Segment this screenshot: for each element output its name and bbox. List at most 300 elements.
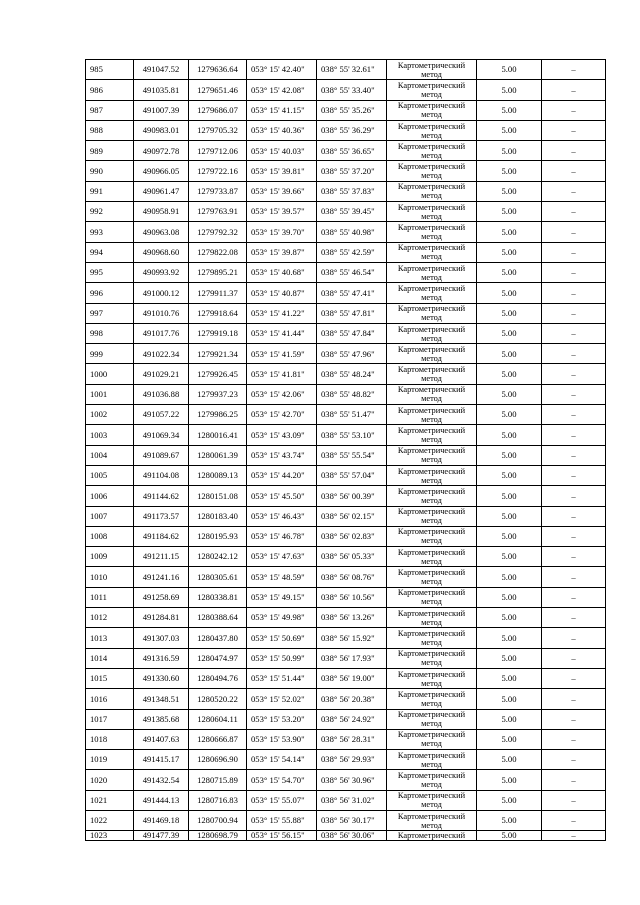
coord-y-cell: 1280716.83 [189, 790, 247, 810]
accuracy-cell: 5.00 [477, 181, 542, 201]
point-number-cell: 1015 [86, 668, 134, 688]
table-row [86, 526, 606, 546]
longitude-cell: 038° 55' 57.04" [317, 465, 387, 485]
table-row [86, 668, 606, 688]
coord-y-cell: 1279651.46 [189, 80, 247, 100]
latitude-cell: 053° 15' 40.68" [247, 262, 317, 282]
longitude-cell: 038° 55' 47.81" [317, 303, 387, 323]
longitude-cell: 038° 55' 32.61" [317, 60, 387, 80]
method-cell: Картометрический метод [387, 100, 477, 120]
coord-x-cell: 491104.08 [134, 465, 189, 485]
table-row [86, 141, 606, 161]
coord-y-cell: 1280183.40 [189, 506, 247, 526]
method-cell: Картометрический метод [387, 344, 477, 364]
accuracy-cell: 5.00 [477, 242, 542, 262]
latitude-cell: 053° 15' 56.15" [247, 831, 317, 841]
description-cell: – [542, 486, 606, 506]
point-number-cell: 988 [86, 120, 134, 140]
coord-y-cell: 1279733.87 [189, 181, 247, 201]
accuracy-cell: 5.00 [477, 486, 542, 506]
method-cell: Картометрический метод [387, 790, 477, 810]
coord-x-cell: 491307.03 [134, 628, 189, 648]
longitude-cell: 038° 56' 15.92" [317, 628, 387, 648]
coord-x-cell: 491184.62 [134, 526, 189, 546]
accuracy-cell: 5.00 [477, 445, 542, 465]
table-row [86, 202, 606, 222]
method-cell: Картометрический метод [387, 668, 477, 688]
method-cell: Картометрический метод [387, 425, 477, 445]
longitude-cell: 038° 55' 37.20" [317, 161, 387, 181]
accuracy-cell: 5.00 [477, 344, 542, 364]
accuracy-cell: 5.00 [477, 689, 542, 709]
point-number-cell: 995 [86, 262, 134, 282]
point-number-cell: 1011 [86, 587, 134, 607]
coord-y-cell: 1280089.13 [189, 465, 247, 485]
longitude-cell: 038° 56' 30.96" [317, 770, 387, 790]
coord-x-cell: 491017.76 [134, 323, 189, 343]
method-cell: Картометрический метод [387, 283, 477, 303]
table-row [86, 689, 606, 709]
latitude-cell: 053° 15' 40.03" [247, 141, 317, 161]
table-row [86, 750, 606, 770]
accuracy-cell: 5.00 [477, 161, 542, 181]
coord-y-cell: 1280698.79 [189, 831, 247, 841]
method-cell: Картометрический метод [387, 729, 477, 749]
coord-y-cell: 1280195.93 [189, 526, 247, 546]
point-number-cell: 1020 [86, 770, 134, 790]
method-cell: Картометрический метод [387, 770, 477, 790]
coord-x-cell: 491477.39 [134, 831, 189, 841]
longitude-cell: 038° 55' 36.29" [317, 120, 387, 140]
longitude-cell: 038° 55' 35.26" [317, 100, 387, 120]
coord-y-cell: 1279895.21 [189, 262, 247, 282]
longitude-cell: 038° 56' 00.39" [317, 486, 387, 506]
longitude-cell: 038° 56' 13.26" [317, 608, 387, 628]
coord-x-cell: 491415.17 [134, 750, 189, 770]
accuracy-cell: 5.00 [477, 222, 542, 242]
method-cell: Картометрический метод [387, 465, 477, 485]
latitude-cell: 053° 15' 41.44" [247, 323, 317, 343]
latitude-cell: 053° 15' 41.22" [247, 303, 317, 323]
accuracy-cell: 5.00 [477, 648, 542, 668]
accuracy-cell: 5.00 [477, 120, 542, 140]
coord-y-cell: 1279926.45 [189, 364, 247, 384]
latitude-cell: 053° 15' 53.90" [247, 729, 317, 749]
accuracy-cell: 5.00 [477, 587, 542, 607]
method-cell: Картометрический метод [387, 303, 477, 323]
accuracy-cell: 5.00 [477, 384, 542, 404]
coord-x-cell: 491241.16 [134, 567, 189, 587]
table-row [86, 547, 606, 567]
coord-y-cell: 1280388.64 [189, 608, 247, 628]
point-number-cell: 985 [86, 60, 134, 80]
accuracy-cell: 5.00 [477, 425, 542, 445]
method-cell: Картометрический метод [387, 689, 477, 709]
latitude-cell: 053° 15' 49.98" [247, 608, 317, 628]
latitude-cell: 053° 15' 39.81" [247, 161, 317, 181]
longitude-cell: 038° 55' 51.47" [317, 405, 387, 425]
description-cell: – [542, 526, 606, 546]
longitude-cell: 038° 55' 48.24" [317, 364, 387, 384]
table-row [86, 608, 606, 628]
description-cell: – [542, 405, 606, 425]
point-number-cell: 1013 [86, 628, 134, 648]
table-row [86, 628, 606, 648]
coord-x-cell: 490966.05 [134, 161, 189, 181]
table-row [86, 425, 606, 445]
latitude-cell: 053° 15' 49.15" [247, 587, 317, 607]
coord-y-cell: 1280696.90 [189, 750, 247, 770]
longitude-cell: 038° 55' 47.84" [317, 323, 387, 343]
coord-x-cell: 491036.88 [134, 384, 189, 404]
point-number-cell: 1004 [86, 445, 134, 465]
coord-x-cell: 491144.62 [134, 486, 189, 506]
method-cell: Картометрический метод [387, 323, 477, 343]
latitude-cell: 053° 15' 50.99" [247, 648, 317, 668]
coord-y-cell: 1279686.07 [189, 100, 247, 120]
coord-y-cell: 1280494.76 [189, 668, 247, 688]
coord-y-cell: 1280242.12 [189, 547, 247, 567]
longitude-cell: 038° 56' 19.00" [317, 668, 387, 688]
table-row [86, 161, 606, 181]
accuracy-cell: 5.00 [477, 709, 542, 729]
description-cell: – [542, 567, 606, 587]
latitude-cell: 053° 15' 52.02" [247, 689, 317, 709]
point-number-cell: 1018 [86, 729, 134, 749]
coord-y-cell: 1279763.91 [189, 202, 247, 222]
longitude-cell: 038° 56' 24.92" [317, 709, 387, 729]
table-row [86, 283, 606, 303]
method-cell: Картометрический [387, 831, 477, 841]
method-cell: Картометрический метод [387, 608, 477, 628]
latitude-cell: 053° 15' 54.14" [247, 750, 317, 770]
table-row [86, 364, 606, 384]
latitude-cell: 053° 15' 41.81" [247, 364, 317, 384]
longitude-cell: 038° 56' 17.93" [317, 648, 387, 668]
table-body [86, 60, 606, 841]
method-cell: Картометрический метод [387, 750, 477, 770]
method-cell: Картометрический метод [387, 628, 477, 648]
description-cell: – [542, 445, 606, 465]
method-cell: Картометрический метод [387, 445, 477, 465]
point-number-cell: 1021 [86, 790, 134, 810]
point-number-cell: 1005 [86, 465, 134, 485]
description-cell: – [542, 222, 606, 242]
longitude-cell: 038° 56' 28.31" [317, 729, 387, 749]
description-cell: – [542, 100, 606, 120]
coord-y-cell: 1279822.08 [189, 242, 247, 262]
longitude-cell: 038° 55' 46.54" [317, 262, 387, 282]
table-row [86, 831, 606, 841]
point-number-cell: 1010 [86, 567, 134, 587]
accuracy-cell: 5.00 [477, 668, 542, 688]
table-row [86, 344, 606, 364]
description-cell: – [542, 689, 606, 709]
point-number-cell: 994 [86, 242, 134, 262]
latitude-cell: 053° 15' 55.88" [247, 810, 317, 830]
accuracy-cell: 5.00 [477, 810, 542, 830]
point-number-cell: 1003 [86, 425, 134, 445]
point-number-cell: 986 [86, 80, 134, 100]
longitude-cell: 038° 55' 33.40" [317, 80, 387, 100]
table-row [86, 60, 606, 80]
description-cell: – [542, 547, 606, 567]
point-number-cell: 1019 [86, 750, 134, 770]
point-number-cell: 1016 [86, 689, 134, 709]
table-row [86, 222, 606, 242]
description-cell: – [542, 120, 606, 140]
coord-x-cell: 491316.59 [134, 648, 189, 668]
coord-x-cell: 491330.60 [134, 668, 189, 688]
description-cell: – [542, 344, 606, 364]
accuracy-cell: 5.00 [477, 729, 542, 749]
description-cell: – [542, 364, 606, 384]
coord-y-cell: 1280715.89 [189, 770, 247, 790]
coord-x-cell: 491173.57 [134, 506, 189, 526]
coord-x-cell: 490963.08 [134, 222, 189, 242]
table-row [86, 384, 606, 404]
point-number-cell: 990 [86, 161, 134, 181]
description-cell: – [542, 831, 606, 841]
table-row [86, 810, 606, 830]
coord-x-cell: 490983.01 [134, 120, 189, 140]
point-number-cell: 1000 [86, 364, 134, 384]
longitude-cell: 038° 55' 42.59" [317, 242, 387, 262]
coord-x-cell: 491432.54 [134, 770, 189, 790]
longitude-cell: 038° 55' 37.83" [317, 181, 387, 201]
accuracy-cell: 5.00 [477, 526, 542, 546]
method-cell: Картометрический метод [387, 181, 477, 201]
accuracy-cell: 5.00 [477, 790, 542, 810]
latitude-cell: 053° 15' 39.87" [247, 242, 317, 262]
longitude-cell: 038° 55' 53.10" [317, 425, 387, 445]
point-number-cell: 989 [86, 141, 134, 161]
coord-y-cell: 1280061.39 [189, 445, 247, 465]
method-cell: Картометрический метод [387, 587, 477, 607]
accuracy-cell: 5.00 [477, 80, 542, 100]
coord-x-cell: 491469.18 [134, 810, 189, 830]
coord-y-cell: 1279636.64 [189, 60, 247, 80]
method-cell: Картометрический метод [387, 810, 477, 830]
table-row [86, 80, 606, 100]
longitude-cell: 038° 55' 36.65" [317, 141, 387, 161]
coord-x-cell: 490968.60 [134, 242, 189, 262]
coord-y-cell: 1279792.32 [189, 222, 247, 242]
latitude-cell: 053° 15' 39.57" [247, 202, 317, 222]
accuracy-cell: 5.00 [477, 547, 542, 567]
description-cell: – [542, 425, 606, 445]
table-row [86, 465, 606, 485]
coord-x-cell: 491385.68 [134, 709, 189, 729]
coord-y-cell: 1279705.32 [189, 120, 247, 140]
coord-x-cell: 491407.63 [134, 729, 189, 749]
point-number-cell: 996 [86, 283, 134, 303]
coord-y-cell: 1280338.81 [189, 587, 247, 607]
longitude-cell: 038° 56' 10.56" [317, 587, 387, 607]
latitude-cell: 053° 15' 39.70" [247, 222, 317, 242]
method-cell: Картометрический метод [387, 384, 477, 404]
coord-x-cell: 491444.13 [134, 790, 189, 810]
table-row [86, 181, 606, 201]
accuracy-cell: 5.00 [477, 506, 542, 526]
coord-y-cell: 1280305.61 [189, 567, 247, 587]
table-row [86, 770, 606, 790]
description-cell: – [542, 283, 606, 303]
table-row [86, 506, 606, 526]
coord-y-cell: 1280604.11 [189, 709, 247, 729]
description-cell: – [542, 161, 606, 181]
longitude-cell: 038° 56' 05.33" [317, 547, 387, 567]
coord-x-cell: 491010.76 [134, 303, 189, 323]
table-row [86, 323, 606, 343]
accuracy-cell: 5.00 [477, 567, 542, 587]
coord-x-cell: 491035.81 [134, 80, 189, 100]
coord-y-cell: 1279986.25 [189, 405, 247, 425]
accuracy-cell: 5.00 [477, 750, 542, 770]
document-page [85, 59, 605, 841]
latitude-cell: 053° 15' 42.70" [247, 405, 317, 425]
table-row [86, 648, 606, 668]
latitude-cell: 053° 15' 47.63" [247, 547, 317, 567]
latitude-cell: 053° 15' 44.20" [247, 465, 317, 485]
description-cell: – [542, 648, 606, 668]
longitude-cell: 038° 55' 47.96" [317, 344, 387, 364]
latitude-cell: 053° 15' 43.09" [247, 425, 317, 445]
description-cell: – [542, 750, 606, 770]
latitude-cell: 053° 15' 53.20" [247, 709, 317, 729]
table-row [86, 587, 606, 607]
longitude-cell: 038° 55' 47.41" [317, 283, 387, 303]
coord-x-cell: 491047.52 [134, 60, 189, 80]
table-row [86, 405, 606, 425]
latitude-cell: 053° 15' 50.69" [247, 628, 317, 648]
accuracy-cell: 5.00 [477, 831, 542, 841]
table-row [86, 567, 606, 587]
coord-y-cell: 1279911.37 [189, 283, 247, 303]
point-number-cell: 1002 [86, 405, 134, 425]
point-number-cell: 998 [86, 323, 134, 343]
coord-y-cell: 1279921.34 [189, 344, 247, 364]
longitude-cell: 038° 56' 20.38" [317, 689, 387, 709]
description-cell: – [542, 60, 606, 80]
longitude-cell: 038° 55' 55.54" [317, 445, 387, 465]
coord-y-cell: 1280700.94 [189, 810, 247, 830]
method-cell: Картометрический метод [387, 202, 477, 222]
latitude-cell: 053° 15' 46.43" [247, 506, 317, 526]
point-number-cell: 993 [86, 222, 134, 242]
table-row [86, 262, 606, 282]
latitude-cell: 053° 15' 41.15" [247, 100, 317, 120]
table-row [86, 303, 606, 323]
method-cell: Картометрический метод [387, 506, 477, 526]
longitude-cell: 038° 56' 31.02" [317, 790, 387, 810]
description-cell: – [542, 608, 606, 628]
accuracy-cell: 5.00 [477, 283, 542, 303]
method-cell: Картометрический метод [387, 161, 477, 181]
longitude-cell: 038° 56' 30.17" [317, 810, 387, 830]
point-number-cell: 999 [86, 344, 134, 364]
point-number-cell: 1009 [86, 547, 134, 567]
table-row [86, 445, 606, 465]
method-cell: Картометрический метод [387, 222, 477, 242]
latitude-cell: 053° 15' 46.78" [247, 526, 317, 546]
point-number-cell: 997 [86, 303, 134, 323]
longitude-cell: 038° 56' 08.76" [317, 567, 387, 587]
description-cell: – [542, 262, 606, 282]
method-cell: Картометрический метод [387, 526, 477, 546]
description-cell: – [542, 506, 606, 526]
description-cell: – [542, 465, 606, 485]
longitude-cell: 038° 55' 39.45" [317, 202, 387, 222]
description-cell: – [542, 729, 606, 749]
accuracy-cell: 5.00 [477, 262, 542, 282]
method-cell: Картометрический метод [387, 567, 477, 587]
point-number-cell: 992 [86, 202, 134, 222]
coord-x-cell: 491000.12 [134, 283, 189, 303]
accuracy-cell: 5.00 [477, 202, 542, 222]
latitude-cell: 053° 15' 51.44" [247, 668, 317, 688]
accuracy-cell: 5.00 [477, 60, 542, 80]
coord-x-cell: 491089.67 [134, 445, 189, 465]
latitude-cell: 053° 15' 40.87" [247, 283, 317, 303]
coord-x-cell: 491029.21 [134, 364, 189, 384]
longitude-cell: 038° 56' 02.83" [317, 526, 387, 546]
coord-x-cell: 490958.91 [134, 202, 189, 222]
coord-x-cell: 491022.34 [134, 344, 189, 364]
accuracy-cell: 5.00 [477, 364, 542, 384]
coord-y-cell: 1279722.16 [189, 161, 247, 181]
description-cell: – [542, 790, 606, 810]
table-row [86, 242, 606, 262]
table-row [86, 709, 606, 729]
table-row [86, 486, 606, 506]
latitude-cell: 053° 15' 39.66" [247, 181, 317, 201]
point-number-cell: 1007 [86, 506, 134, 526]
method-cell: Картометрический метод [387, 648, 477, 668]
latitude-cell: 053° 15' 42.40" [247, 60, 317, 80]
table-row [86, 120, 606, 140]
coord-x-cell: 491007.39 [134, 100, 189, 120]
longitude-cell: 038° 55' 48.82" [317, 384, 387, 404]
latitude-cell: 053° 15' 45.50" [247, 486, 317, 506]
latitude-cell: 053° 15' 48.59" [247, 567, 317, 587]
description-cell: – [542, 384, 606, 404]
description-cell: – [542, 242, 606, 262]
accuracy-cell: 5.00 [477, 323, 542, 343]
method-cell: Картометрический метод [387, 80, 477, 100]
point-number-cell: 1014 [86, 648, 134, 668]
coord-y-cell: 1280474.97 [189, 648, 247, 668]
point-number-cell: 1001 [86, 384, 134, 404]
description-cell: – [542, 587, 606, 607]
description-cell: – [542, 323, 606, 343]
description-cell: – [542, 709, 606, 729]
coord-y-cell: 1279919.18 [189, 323, 247, 343]
description-cell: – [542, 141, 606, 161]
coord-y-cell: 1280520.22 [189, 689, 247, 709]
coord-y-cell: 1280016.41 [189, 425, 247, 445]
latitude-cell: 053° 15' 41.59" [247, 344, 317, 364]
method-cell: Картометрический метод [387, 60, 477, 80]
method-cell: Картометрический метод [387, 120, 477, 140]
description-cell: – [542, 202, 606, 222]
longitude-cell: 038° 56' 29.93" [317, 750, 387, 770]
method-cell: Картометрический метод [387, 405, 477, 425]
accuracy-cell: 5.00 [477, 405, 542, 425]
accuracy-cell: 5.00 [477, 303, 542, 323]
coord-x-cell: 491211.15 [134, 547, 189, 567]
latitude-cell: 053° 15' 42.06" [247, 384, 317, 404]
